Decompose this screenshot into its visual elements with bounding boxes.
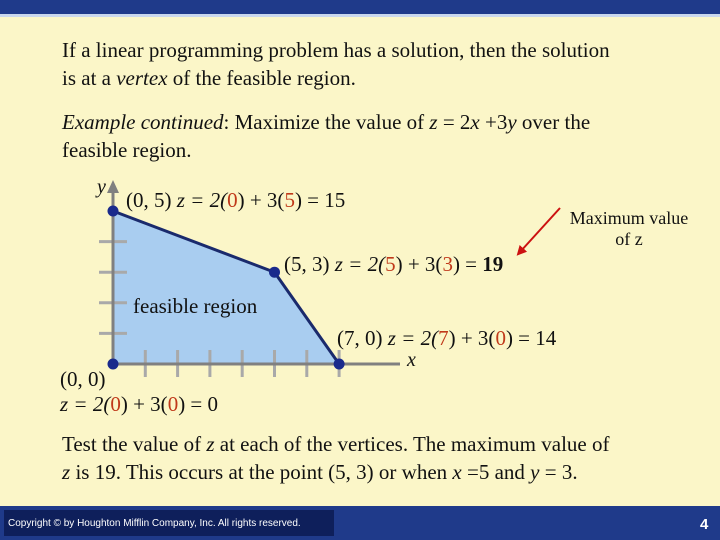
- theorem-line-1: If a linear programming problem has a solution, then the solution: [62, 38, 610, 62]
- max-value-callout: Maximum value of z: [569, 208, 689, 249]
- page-number: 4: [700, 516, 709, 533]
- region-label: feasible region: [133, 294, 258, 318]
- vertex-label-5-3: (5, 3) z = 2(5) + 3(3) = 19: [284, 252, 504, 276]
- vertex-point: [108, 359, 119, 370]
- max-arrow: [520, 208, 560, 252]
- vertex-eval-0-0: z = 2(0) + 3(0) = 0: [60, 392, 219, 416]
- theorem-line-2: is at a vertex of the feasible region.: [62, 66, 356, 90]
- conclusion-line-2: z is 19. This occurs at the point (5, 3) or when x =5 and y = 3.: [62, 460, 578, 484]
- vertex-label-0-5: (0, 5) z = 2(0) + 3(5) = 15: [126, 188, 346, 212]
- conclusion-line-1: Test the value of z at each of the vertices. The maximum value of: [62, 432, 610, 456]
- vertex-point: [108, 206, 119, 217]
- y-axis-label: y: [97, 176, 106, 198]
- vertex-label-7-0: (7, 0) z = 2(7) + 3(0) = 14: [337, 326, 557, 350]
- example-label: Example continued: [62, 110, 224, 134]
- x-axis-label: x: [407, 349, 416, 371]
- example-line-2: feasible region.: [62, 138, 192, 162]
- vertex-point: [269, 267, 280, 278]
- y-axis-arrowhead: [107, 180, 119, 193]
- example-line-1: Example continued: Maximize the value of z = 2x +3y over the: [62, 110, 591, 134]
- vertex-point: [334, 359, 345, 370]
- feasible-region: [113, 211, 339, 364]
- copyright-notice: Copyright © by Houghton Mifflin Company, Inc. All rights reserved.: [8, 518, 301, 529]
- vertex-label-0-0: (0, 0): [60, 367, 106, 391]
